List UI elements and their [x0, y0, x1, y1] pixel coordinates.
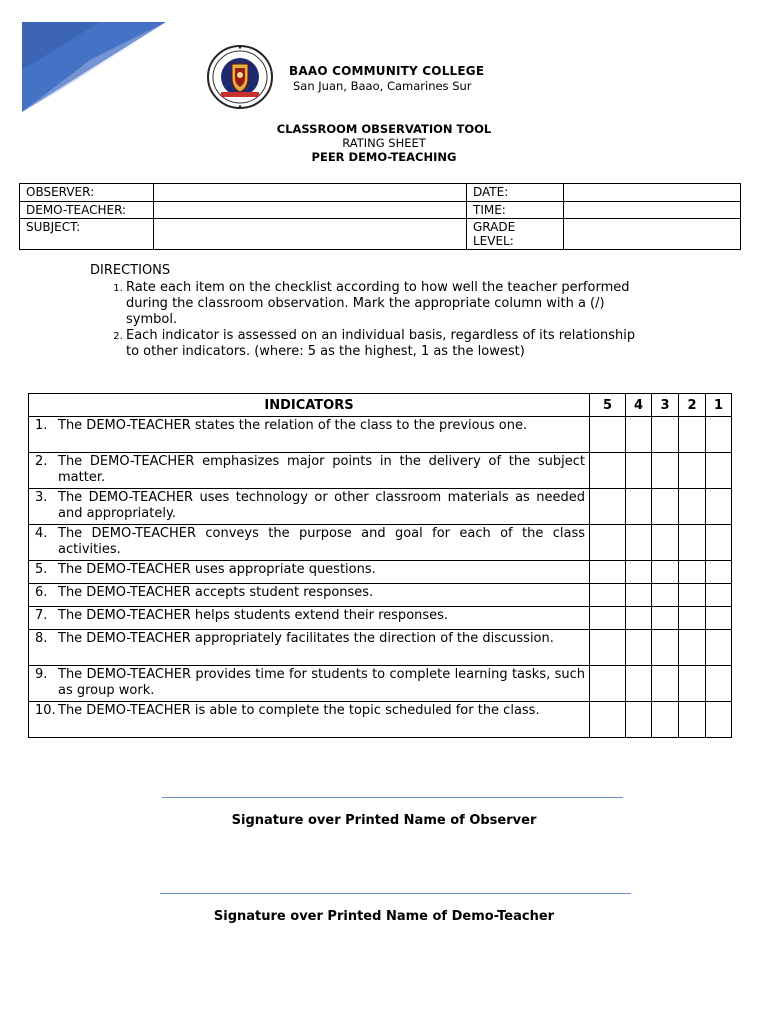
rating-cell-2[interactable] — [679, 702, 706, 738]
rating-cell-4[interactable] — [626, 453, 652, 489]
rating-cell-4[interactable] — [626, 584, 652, 607]
rating-cell-2[interactable] — [679, 453, 706, 489]
table-row — [29, 607, 732, 630]
rating-cell-1[interactable] — [706, 525, 732, 561]
direction-item: 2. Each indicator is assessed on an individual basis, regardless of its relationship to other indicators. (where: 5 as the highest, 1 as the lowest) — [126, 328, 650, 360]
indicator-cell — [29, 584, 590, 607]
observer-label: OBSERVER: — [20, 184, 154, 202]
indicator-cell — [29, 489, 590, 525]
indicator-text: The DEMO-TEACHER conveys the purpose and goal for each of the class activities. — [58, 526, 585, 557]
rating-cell-3[interactable] — [652, 525, 679, 561]
indicators-table — [28, 393, 732, 738]
indicator-cell — [29, 561, 590, 584]
table-row — [29, 525, 732, 561]
rating-cell-5[interactable] — [590, 489, 626, 525]
indicator-text: The DEMO-TEACHER uses appropriate questions. — [58, 562, 376, 577]
indicator-number: 2. — [35, 454, 48, 469]
observer-signature-label: Signature over Printed Name of Observer — [231, 813, 537, 828]
indicator-cell — [29, 525, 590, 561]
indicator-text: The DEMO-TEACHER emphasizes major points in the delivery of the subject matter. — [58, 454, 585, 485]
scale-header-1: 1 — [706, 394, 732, 417]
rating-cell-3[interactable] — [652, 489, 679, 525]
date-field[interactable] — [564, 184, 741, 202]
rating-cell-5[interactable] — [590, 584, 626, 607]
rating-cell-3[interactable] — [652, 666, 679, 702]
indicator-text: The DEMO-TEACHER helps students extend their responses. — [58, 608, 449, 623]
indicator-number: 7. — [35, 608, 48, 623]
directions-heading: DIRECTIONS — [90, 263, 171, 278]
grade-level-field[interactable] — [564, 219, 741, 250]
indicator-text: The DEMO-TEACHER provides time for students to complete learning tasks, such as group work. — [58, 667, 585, 698]
indicator-text: The DEMO-TEACHER uses technology or other classroom materials as needed and appropriately. — [58, 490, 585, 521]
rating-cell-2[interactable] — [679, 561, 706, 584]
rating-cell-3[interactable] — [652, 417, 679, 453]
rating-cell-2[interactable] — [679, 417, 706, 453]
rating-cell-1[interactable] — [706, 584, 732, 607]
demo-teacher-label: DEMO-TEACHER: — [20, 202, 154, 219]
rating-cell-5[interactable] — [590, 630, 626, 666]
time-field[interactable] — [564, 202, 741, 219]
indicator-number: 9. — [35, 667, 48, 682]
rating-cell-5[interactable] — [590, 561, 626, 584]
college-address: San Juan, Baao, Camarines Sur — [293, 79, 472, 93]
indicator-cell — [29, 702, 590, 738]
indicator-cell — [29, 417, 590, 453]
rating-cell-3[interactable] — [652, 561, 679, 584]
rating-cell-4[interactable] — [626, 489, 652, 525]
observer-signature-line[interactable] — [162, 797, 623, 798]
rating-cell-1[interactable] — [706, 489, 732, 525]
rating-cell-4[interactable] — [626, 525, 652, 561]
rating-cell-5[interactable] — [590, 453, 626, 489]
rating-cell-4[interactable] — [626, 417, 652, 453]
rating-cell-1[interactable] — [706, 417, 732, 453]
table-row — [29, 417, 732, 453]
rating-cell-5[interactable] — [590, 525, 626, 561]
college-seal-icon — [205, 44, 275, 110]
indicator-text: The DEMO-TEACHER appropriately facilitates the direction of the discussion. — [58, 631, 554, 646]
college-header — [205, 44, 525, 110]
indicator-cell — [29, 607, 590, 630]
direction-item: 1. Rate each item on the checklist according to how well the teacher performed during the classroom observation. Mark the appropriate column with a (/) symbol. — [126, 280, 650, 328]
demo-teacher-field[interactable] — [154, 202, 467, 219]
rating-cell-1[interactable] — [706, 453, 732, 489]
rating-cell-4[interactable] — [626, 561, 652, 584]
scale-header-4: 4 — [626, 394, 652, 417]
date-label: DATE: — [467, 184, 564, 202]
indicator-text: The DEMO-TEACHER states the relation of the class to the previous one. — [58, 418, 528, 433]
rating-cell-4[interactable] — [626, 630, 652, 666]
indicator-number: 10. — [35, 703, 56, 718]
directions-list — [90, 280, 650, 360]
rating-cell-5[interactable] — [590, 607, 626, 630]
indicators-header: INDICATORS — [29, 394, 590, 417]
table-row — [29, 561, 732, 584]
rating-cell-2[interactable] — [679, 584, 706, 607]
rating-cell-5[interactable] — [590, 417, 626, 453]
college-name: BAAO COMMUNITY COLLEGE — [289, 64, 485, 78]
indicator-cell — [29, 630, 590, 666]
table-row — [29, 666, 732, 702]
rating-cell-3[interactable] — [652, 630, 679, 666]
indicator-number: 3. — [35, 490, 48, 505]
grade-label-line-2: LEVEL: — [473, 234, 514, 248]
rating-cell-5[interactable] — [590, 702, 626, 738]
grade-label-line-1: GRADE — [473, 220, 516, 234]
document-title — [0, 122, 768, 164]
table-row — [29, 489, 732, 525]
table-row — [29, 630, 732, 666]
rating-cell-2[interactable] — [679, 489, 706, 525]
indicator-cell — [29, 666, 590, 702]
scale-header-2: 2 — [679, 394, 706, 417]
rating-cell-4[interactable] — [626, 666, 652, 702]
directions-section — [90, 263, 650, 360]
demo-teacher-signature-label: Signature over Printed Name of Demo-Teacher — [213, 909, 555, 924]
table-row — [29, 702, 732, 738]
table-row — [29, 453, 732, 489]
rating-cell-2[interactable] — [679, 666, 706, 702]
subject-label: SUBJECT: — [20, 219, 154, 250]
indicator-cell — [29, 453, 590, 489]
indicator-number: 8. — [35, 631, 48, 646]
table-row — [29, 584, 732, 607]
time-label: TIME: — [467, 202, 564, 219]
rating-cell-2[interactable] — [679, 630, 706, 666]
rating-cell-1[interactable] — [706, 630, 732, 666]
grade-level-label — [467, 219, 564, 250]
rating-cell-3[interactable] — [652, 607, 679, 630]
rating-cell-1[interactable] — [706, 561, 732, 584]
rating-cell-4[interactable] — [626, 702, 652, 738]
rating-cell-2[interactable] — [679, 607, 706, 630]
demo-teacher-signature-line[interactable] — [160, 893, 631, 894]
title-line-3: PEER DEMO-TEACHING — [311, 150, 457, 164]
indicator-number: 4. — [35, 526, 48, 541]
subject-field[interactable] — [154, 219, 467, 250]
title-line-1: CLASSROOM OBSERVATION TOOL — [276, 122, 492, 136]
rating-cell-1[interactable] — [706, 666, 732, 702]
indicator-text: The DEMO-TEACHER is able to complete the topic scheduled for the class. — [58, 703, 540, 718]
rating-cell-1[interactable] — [706, 702, 732, 738]
rating-cell-2[interactable] — [679, 525, 706, 561]
scale-header-5: 5 — [590, 394, 626, 417]
indicator-number: 5. — [35, 562, 48, 577]
indicator-number: 1. — [35, 418, 48, 433]
rating-cell-5[interactable] — [590, 666, 626, 702]
indicator-text: The DEMO-TEACHER accepts student responses. — [58, 585, 374, 600]
observer-field[interactable] — [154, 184, 467, 202]
title-line-2: RATING SHEET — [342, 136, 426, 150]
decorative-corner-icon — [0, 0, 170, 115]
rating-cell-3[interactable] — [652, 584, 679, 607]
rating-cell-3[interactable] — [652, 453, 679, 489]
observation-info-table — [19, 183, 741, 250]
rating-cell-4[interactable] — [626, 607, 652, 630]
rating-cell-1[interactable] — [706, 607, 732, 630]
scale-header-3: 3 — [652, 394, 679, 417]
indicator-number: 6. — [35, 585, 48, 600]
rating-cell-3[interactable] — [652, 702, 679, 738]
